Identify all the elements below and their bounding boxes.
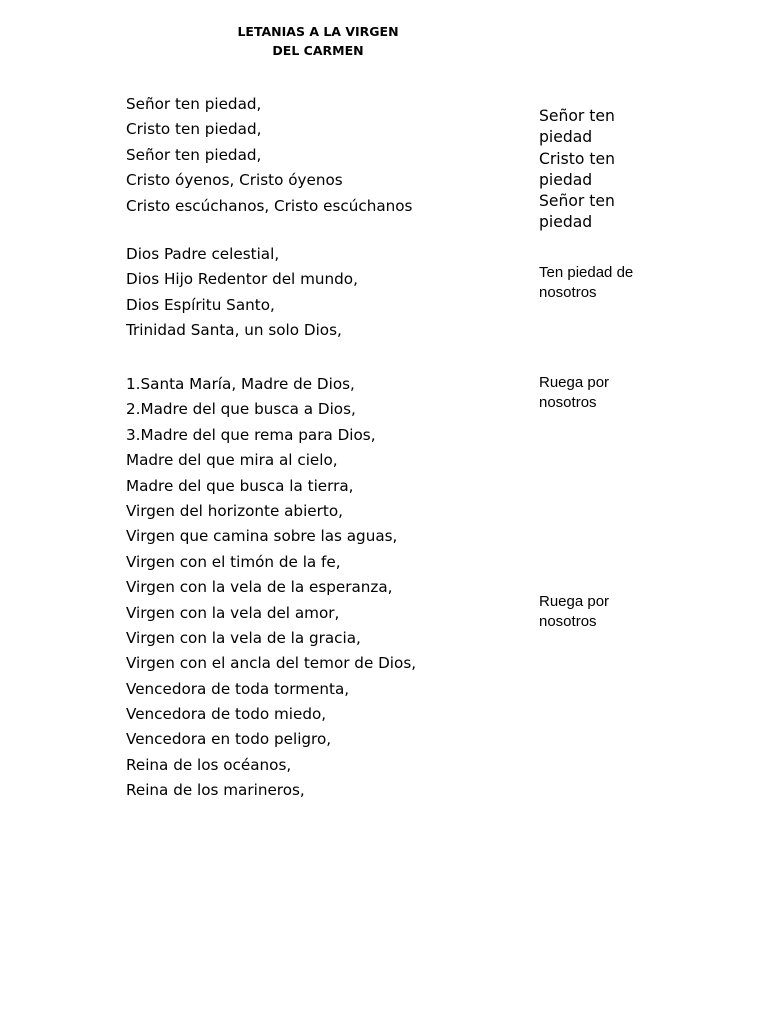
title-line: LETANIAS A LA VIRGEN <box>237 24 399 39</box>
invocation-line: Cristo óyenos, Cristo óyenos <box>126 171 343 190</box>
title-line: DEL CARMEN <box>272 43 364 58</box>
invocation-block-trinity <box>126 242 358 344</box>
invocation-line: Virgen del horizonte abierto, <box>126 501 343 520</box>
invocation-line: Señor ten piedad, <box>126 145 262 164</box>
invocation-line: Dios Espíritu Santo, <box>126 295 275 314</box>
response-line: nosotros <box>539 284 597 301</box>
invocation-line: 1.Santa María, Madre de Dios, <box>126 375 355 393</box>
invocation-line: 2.Madre del que busca a Dios, <box>126 400 356 419</box>
response-line: Ruega por <box>539 374 610 391</box>
response-line: piedad <box>539 170 593 189</box>
response-line: nosotros <box>539 613 597 630</box>
response-line: Señor ten <box>539 107 615 125</box>
invocation-line: Dios Hijo Redentor del mundo, <box>126 270 358 289</box>
invocation-block-kyrie <box>126 92 412 219</box>
invocation-line: Vencedora en todo peligro, <box>126 730 332 749</box>
invocation-line: Vencedora de todo miedo, <box>126 705 327 724</box>
invocation-line: Reina de los océanos, <box>126 755 292 774</box>
invocation-line: Vencedora de toda tormenta, <box>126 679 350 698</box>
response-line: piedad <box>539 128 593 147</box>
response-line: Ruega por <box>539 593 610 610</box>
response-trinity <box>539 263 633 303</box>
response-line: Ten piedad de <box>539 264 634 281</box>
response-marian-1 <box>539 373 609 413</box>
response-line: Señor ten <box>539 192 615 211</box>
invocation-line: Trinidad Santa, un solo Dios, <box>126 321 342 340</box>
invocation-line: Madre del que busca la tierra, <box>126 476 354 495</box>
invocation-line: Cristo escúchanos, Cristo escúchanos <box>126 196 413 215</box>
invocation-line: Virgen con el timón de la fe, <box>126 552 341 571</box>
response-line: piedad <box>539 213 593 232</box>
invocation-line: Madre del que mira al cielo, <box>126 451 338 470</box>
response-marian-2 <box>539 592 609 632</box>
invocation-line: Virgen con el ancla del temor de Dios, <box>126 654 417 673</box>
invocation-line: Virgen con la vela de la esperanza, <box>126 578 393 597</box>
invocation-block-marian <box>126 372 416 804</box>
invocation-line: Reina de los marineros, <box>126 781 305 800</box>
response-kyrie <box>539 106 615 234</box>
response-line: nosotros <box>539 394 597 411</box>
invocation-line: Virgen con la vela de la gracia, <box>126 628 361 647</box>
response-line: Cristo ten <box>539 149 615 168</box>
invocation-line: 3.Madre del que rema para Dios, <box>126 425 376 444</box>
invocation-line: Cristo ten piedad, <box>126 120 262 139</box>
invocation-line: Virgen con la vela del amor, <box>126 603 340 622</box>
invocation-line: Señor ten piedad, <box>126 95 262 113</box>
invocation-line: Virgen que camina sobre las aguas, <box>126 527 398 546</box>
document-title <box>168 22 468 60</box>
invocation-line: Dios Padre celestial, <box>126 245 280 263</box>
